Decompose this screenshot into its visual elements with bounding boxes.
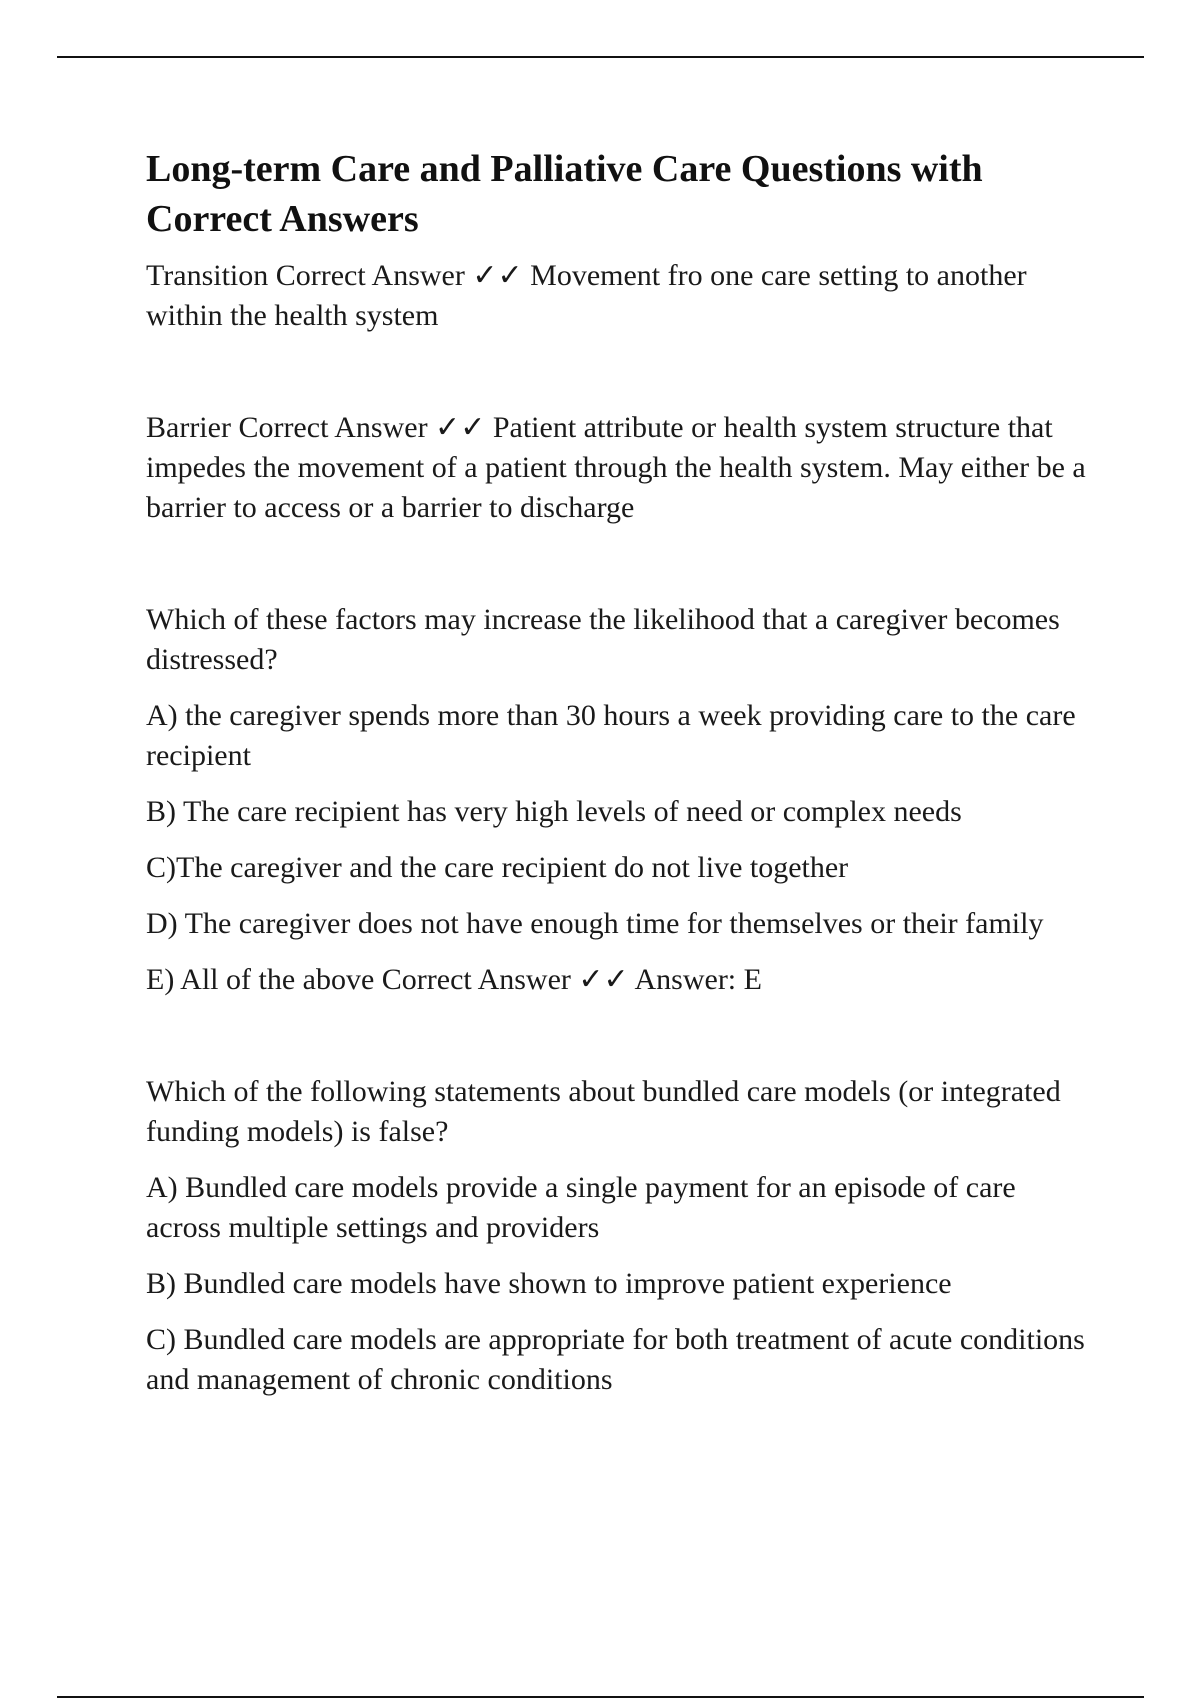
question-1-option-d: D) The caregiver does not have enough time for themselves or their family bbox=[146, 907, 1044, 940]
question-2-stem: Which of the following statements about bundled care models (or integrated funding models) is false? bbox=[146, 1075, 1061, 1148]
question-1-option-e-answer: E) All of the above Correct Answer ✓✓ Answer: E bbox=[146, 963, 762, 996]
question-1-stem: Which of these factors may increase the likelihood that a caregiver becomes distressed? bbox=[146, 603, 1060, 676]
question-2-option-c: C) Bundled care models are appropriate for both treatment of acute conditions and management of chronic conditions bbox=[146, 1323, 1085, 1396]
bottom-rule bbox=[57, 1696, 1144, 1698]
question-2-option-a: A) Bundled care models provide a single payment for an episode of care across multiple settings and providers bbox=[146, 1171, 1016, 1244]
transition-definition: Transition Correct Answer ✓✓ Movement fro one care setting to another within the health system bbox=[146, 259, 1027, 332]
document-body bbox=[146, 144, 1096, 1400]
question-1-option-b: B) The care recipient has very high levels of need or complex needs bbox=[146, 795, 962, 828]
question-2-option-b: B) Bundled care models have shown to improve patient experience bbox=[146, 1267, 952, 1300]
page-title: Long-term Care and Palliative Care Questions with Correct Answers bbox=[146, 148, 983, 240]
barrier-definition: Barrier Correct Answer ✓✓ Patient attribute or health system structure that impedes the movement of a patient through the health system. May either be a barrier to access or a barrier to discharge bbox=[146, 411, 1086, 524]
top-rule bbox=[57, 56, 1144, 58]
question-1-option-c: C)The caregiver and the care recipient do not live together bbox=[146, 851, 849, 884]
question-1-option-a: A) the caregiver spends more than 30 hours a week providing care to the care recipient bbox=[146, 699, 1076, 772]
